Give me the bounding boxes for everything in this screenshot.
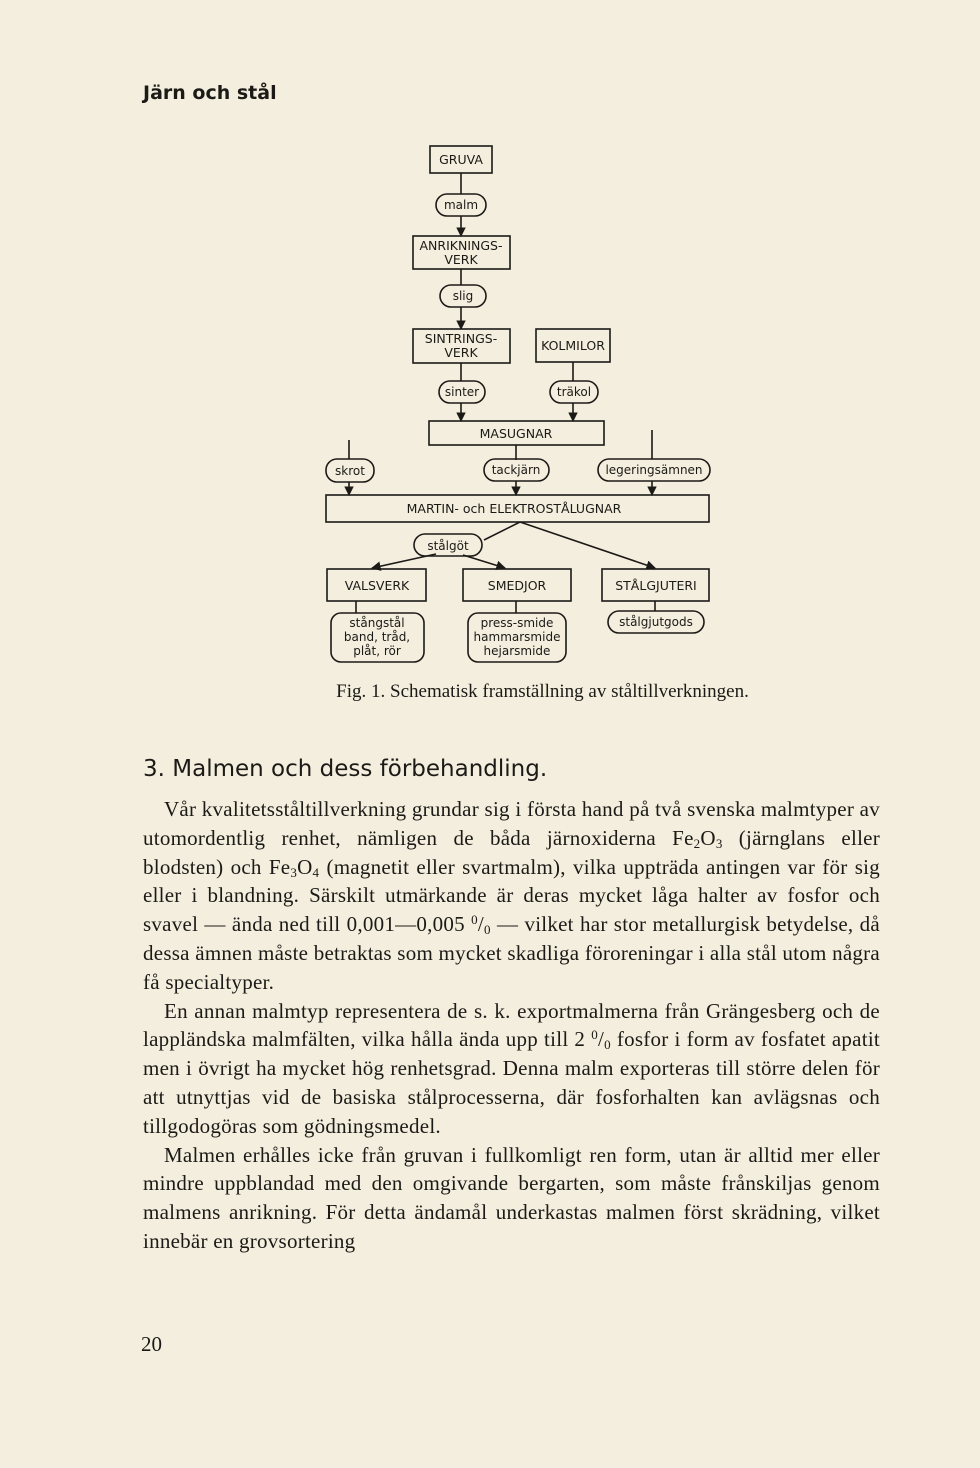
page-number: 20 bbox=[141, 1332, 162, 1356]
section-heading: 3. Malmen och dess förbehandling. bbox=[143, 756, 548, 782]
running-head: Järn och stål bbox=[143, 82, 277, 104]
label-sintringsverk-1: SINTRINGS- bbox=[424, 331, 498, 346]
label-valsverk-products-3: plåt, rör bbox=[353, 644, 401, 658]
label-valsverk-products-2: band, tråd, bbox=[343, 630, 411, 644]
label-tackjarn: tackjärn bbox=[491, 463, 541, 477]
label-stalgot: stålgöt bbox=[427, 539, 469, 553]
label-skrot: skrot bbox=[335, 464, 365, 478]
label-smedjor-products-2: hammarsmide bbox=[473, 630, 561, 644]
label-valsverk: VALSVERK bbox=[344, 578, 410, 593]
label-smedjor-products-1: press-smide bbox=[480, 616, 554, 630]
label-sinter: sinter bbox=[444, 385, 480, 399]
label-slig: slig bbox=[452, 289, 474, 303]
figure-caption: Fig. 1. Schematisk framställning av ståltillverkningen. bbox=[336, 681, 749, 702]
label-stalgjutgods: stålgjutgods bbox=[619, 615, 693, 629]
label-malm: malm bbox=[443, 198, 479, 212]
label-trakol: träkol bbox=[556, 385, 592, 399]
label-legeringsamnen: legeringsämnen bbox=[605, 463, 703, 477]
label-smedjor: SMEDJOR bbox=[487, 578, 547, 593]
label-smedjor-products-3: hejarsmide bbox=[483, 644, 551, 658]
label-anrikningsverk-2: VERK bbox=[444, 252, 478, 267]
label-stalgjuteri: STÅLGJUTERI bbox=[615, 578, 697, 593]
label-masugnar: MASUGNAR bbox=[479, 426, 553, 441]
label-gruva: GRUVA bbox=[439, 152, 483, 167]
label-anrikningsverk-1: ANRIKNINGS- bbox=[419, 238, 503, 253]
steel-production-flowchart bbox=[0, 0, 980, 700]
paragraph-1: Vår kvalitetsståltillverkning grundar sig i första hand på två svenska malmtyper av utomordentlig renhet, nämligen de båda järnoxiderna $Fe_2O_3$ (järnglans eller blodsten) och $Fe_3O_4$ (magnetit eller svartmalm), vilka uppträda antingen var för sig eller i blandning. Särskilt utmärkande är deras mycket låga halter av fosfor och svavel — ända ned till 0,001—0,005 $^0/_0$ — vilket har stor metallurgisk betydelse, då dessa ämnen måste betraktas som mycket skadliga föroreningar i alla stål utom några få specialtyper. bbox=[143, 797, 880, 994]
label-valsverk-products-1: stångstål bbox=[349, 616, 405, 630]
paragraph-3: Malmen erhålles icke från gruvan i fullkomligt ren form, utan är alltid mer eller mindre uppblandad med den omgivande bergarten, som måste frånskiljas genom malmens anrikning. För detta ändamål underkastas malmen först skrädning, vilket innebär en grovsortering bbox=[143, 1142, 880, 1253]
body-text bbox=[143, 795, 880, 1256]
label-kolmilor: KOLMILOR bbox=[541, 338, 605, 353]
label-martin: MARTIN- och ELEKTROSTÅLUGNAR bbox=[406, 501, 622, 516]
label-sintringsverk-2: VERK bbox=[444, 345, 478, 360]
paragraph-2: En annan malmtyp representera de s. k. exportmalmerna från Grängesberg och de lappländska malmfälten, vilka hålla ända upp till 2 $^0/_0$ fosfor i form av fosfatet apatit men i övrigt ha mycket hög renhetsgrad. Denna malm exporteras till större delen för att utnyttjas vid de basiska stålprocesserna, där fosforhalten kan avlägsnas och tillgodogöras som gödningsmedel. bbox=[143, 998, 880, 1138]
